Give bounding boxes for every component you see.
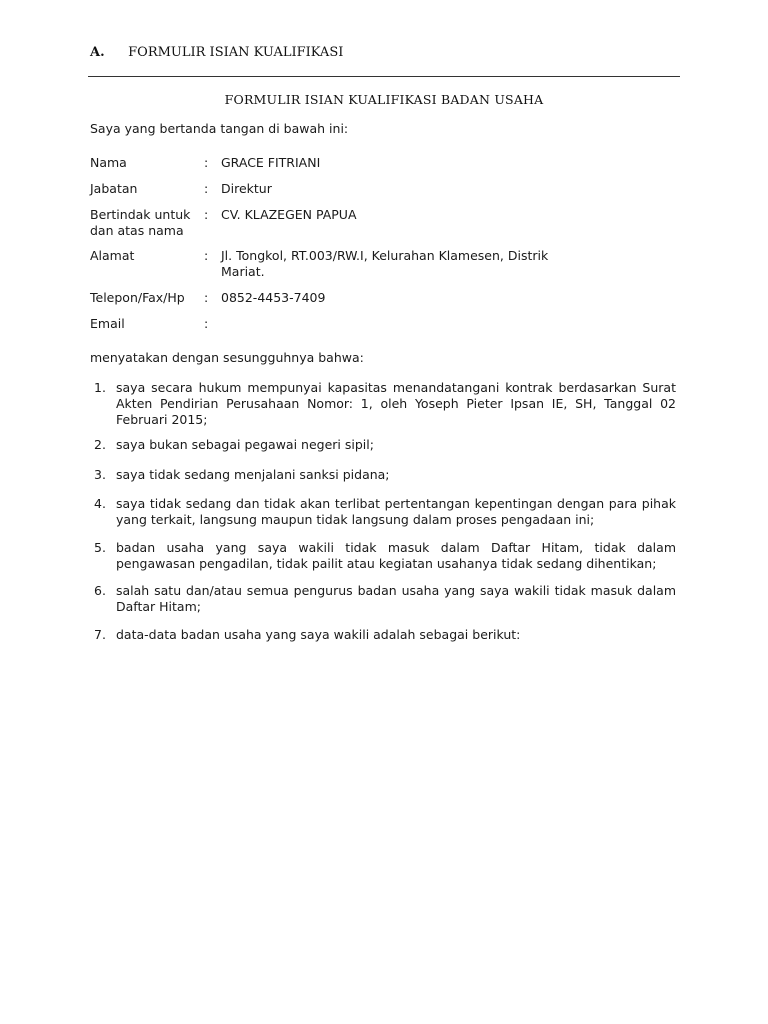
field-label: Alamat — [90, 248, 135, 263]
field-value: Direktur — [221, 181, 272, 196]
list-text: saya tidak sedang dan tidak akan terlibat pertentangan kepentingan dengan para pihak yang terkait, langsung maupun tidak langsung dalam proses pengadaan ini; — [116, 496, 676, 527]
field-colon: : — [204, 290, 209, 305]
field-colon: : — [204, 181, 209, 196]
section-letter: A. — [90, 45, 105, 60]
form-title: FORMULIR ISIAN KUALIFIKASI BADAN USAHA — [224, 92, 544, 107]
field-label: Email — [90, 316, 125, 331]
intro-text: Saya yang bertanda tangan di bawah ini: — [90, 121, 349, 136]
list-text: badan usaha yang saya wakili tidak masuk dalam Daftar Hitam, tidak dalam pengawasan pengadilan, tidak pailit atau kegiatan usahanya tidak sedang dihentikan; — [116, 540, 676, 571]
section-title: FORMULIR ISIAN KUALIFIKASI — [128, 45, 344, 60]
list-number: 2. — [94, 437, 106, 452]
list-text: saya tidak sedang menjalani sanksi pidana; — [116, 467, 390, 482]
field-label: Jabatan — [90, 181, 138, 196]
list-number: 6. — [94, 583, 106, 598]
field-colon: : — [204, 207, 209, 222]
field-label: Bertindak untuk dan atas nama — [90, 207, 191, 238]
list-number: 3. — [94, 467, 106, 482]
field-label: Nama — [90, 155, 127, 170]
header-divider — [88, 76, 680, 77]
field-value: GRACE FITRIANI — [221, 155, 321, 170]
list-number: 4. — [94, 496, 106, 511]
field-colon: : — [204, 155, 209, 170]
list-number: 5. — [94, 540, 106, 555]
field-value: Jl. Tongkol, RT.003/RW.I, Kelurahan Klamesen, Distrik Mariat. — [221, 248, 549, 279]
list-number: 7. — [94, 627, 106, 642]
field-value: 0852-4453-7409 — [221, 290, 326, 305]
section-heading — [90, 45, 343, 60]
field-label: Telepon/Fax/Hp — [90, 290, 185, 305]
field-colon: : — [204, 248, 209, 263]
list-text: salah satu dan/atau semua pengurus badan usaha yang saya wakili tidak masuk dalam Daftar Hitam; — [116, 583, 676, 614]
list-text: data-data badan usaha yang saya wakili adalah sebagai berikut: — [116, 627, 521, 642]
field-value: CV. KLAZEGEN PAPUA — [221, 207, 357, 222]
field-colon: : — [204, 316, 209, 331]
statement-lead: menyatakan dengan sesungguhnya bahwa: — [90, 350, 364, 365]
list-text: saya secara hukum mempunyai kapasitas menandatangani kontrak berdasarkan Surat Akten Pendirian Perusahaan Nomor: 1, oleh Yoseph Pieter Ipsan IE, SH, Tanggal 02 Februari 2015; — [116, 380, 676, 427]
list-number: 1. — [94, 380, 106, 395]
list-text: saya bukan sebagai pegawai negeri sipil; — [116, 437, 374, 452]
